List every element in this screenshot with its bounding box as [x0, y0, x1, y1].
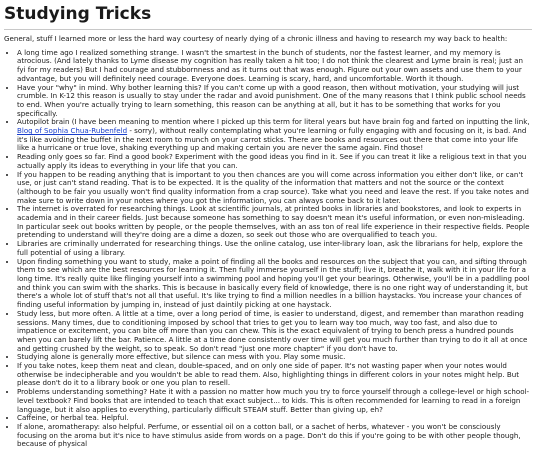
list-item: • The internet is overrated for researching things. Look at scientific journals, at printed books in libraries and bookstores, and look to experts in academia and in their career fields. Just because someone has something to say doesn't mean it's useful information, or even non-misleading. In particular seek out books written by people, or the people themselves, with an ass ton of real life experience in their respective fields. People pretending to understand will they're doing are a dime a dozen, so seek out those who are overqualified to teach you.: [17, 205, 532, 240]
list-item: • Studying alone is generally more effective, but silence can mess with you. Play some music.: [17, 353, 532, 362]
list-item: • Caffeine, or herbal tea. Helpful.: [17, 414, 532, 423]
list-item: • If you happen to be reading anything that is important to you then chances are you will come across information you either don't like, or can't use, or just can't stand reading. That is to be expected. It is the quality of the information that matters and not the source or the context (although to be fair you usually won't find quality information from a crap source). Take what you need and leave the rest. If you take notes and make sure to write down in your notes where you got the information, you can always come back to it later.: [17, 171, 532, 206]
list-item: • Have your "why" in mind. Why bother learning this? If you can't come up with a good reason, then without motivation, your studying will just crumble. In K-12 this reason is usually to stay under the radar and avoid punishment. One of the many reasons that I think public school needs to end. When you're actually trying to learn something, this reason can be anything at all, but it has to be something that works for you specifically.: [17, 84, 532, 119]
list-item-text: - sorry), without really contemplating what you're learning or fully engaging with and focusing on it, is bad. And it's like avoiding the buffet in the next room to munch on your carrot sticks. There are books and resources out there that come into your life like a hurricane or true love, shaking everything up and making certain you are never the same again. Find those!: [17, 126, 527, 153]
list-item: • Upon finding something you want to study, make a point of finding all the books and resources on the subject that you can, and sifting through them to see which are the best resources for learning it. Then fully immerse yourself in the stuff; live it, breathe it, walk with it in your life for a long time. It's really quite like flinging yourself into a swimming pool and hoping you'll get your bearings. Otherwise, you'll be in a paddling pool and think you can swim with the sharks. This is because in basically every field of knowledge, there is no one right way of understanding it, but there's a whole lot of stuff that's not all that useful. It's like trying to find a million needles in a billion haystacks. You increase your chances of finding useful information by jumping in, instead of just daintily picking at one haystack.: [17, 258, 532, 310]
title-divider: [4, 29, 532, 30]
page-title: Studying Tricks: [4, 4, 152, 24]
list-item: • If alone, aromatherapy: also helpful. Perfume, or essential oil on a cotton ball, or a sachet of herbs, whatever - you won't be consciously focusing on the aroma but it's nice to have stimulus aside from words on a page. Don't do this if you're going to be with other people though, because of physical: [17, 423, 532, 449]
list-item-text: Autopilot brain (I have been meaning to mention where I picked up this term for literal years but have brain fog and farted on inputting the link,: [17, 117, 530, 127]
list-item: • If you take notes, keep them neat and clean, double-spaced, and on only one side of paper. It's not wasting paper when your notes would otherwise be indecipherable and you wouldn't be able to read them. Also, highlighting things in different colors in your notes might help. But please don't do it to a library book or one you plan to resell.: [17, 362, 532, 388]
list-item: • Problems understanding something? Hate it with a passion no matter how much you try to force yourself through a college-level or high school-level textbook? Find books that are intended to teach that exact subject... to kids. This is often recommended for learning to read in a foreign language, but it also applies to everything, particularly difficult STEAM stuff. Better than giving up, eh?: [17, 388, 532, 414]
list-item: [17, 118, 532, 153]
list-item: • Libraries are criminally underrated for researching things. Use the online catalog, use inter-library loan, ask the librarians for help, explore the full potential of using a library.: [17, 240, 532, 257]
list-item: • Reading only goes so far. Find a good book? Experiment with the good ideas you find in it. See if you can treat it like a religious text in that you actually apply its ideas to everything in your life that you can.: [17, 153, 532, 170]
intro-paragraph: General, stuff I learned more or less the hard way courtesy of nearly dying of a chronic illness and having to research my way back to health:: [4, 34, 508, 43]
list-item: • A long time ago I realized something strange. I wasn't the smartest in the bunch of students, nor the fastest learner, and my memory is atrocious. (And lately thanks to Lyme disease my cognition has really taken a hit too; I do not think the clearest and Lyme brain is real; just an fyi for my readers) But I had courage and stubbornness and as it turns out that was enough. Figure out your own assets and use them to your advantage, but you will definitely need courage. Everyone does. Learning is scary, hard, and uncomfortable. Worth it though.: [17, 49, 532, 84]
blog-link[interactable]: Blog of Sophia Chua-Rubenfeld: [17, 126, 128, 136]
list-item: • Study less, but more often. A little at a time, over a long period of time, is easier to understand, digest, and remember than marathon reading sessions. Many times, due to conditioning imposed by school that tries to get you to learn way too much, way too fast, and also due to impatience or excitement, you can bite off more than you can chew. This is the exact equivalent of trying to bench press a hundred pounds when you can barely lift the bar. Patience. A little at a time done consistently over time will get you much further than trying to do it all at once and getting crushed by the weight, so to speak. So don't read "just one more chapter" if you don't have to.: [17, 310, 532, 354]
tips-list: [4, 49, 532, 449]
